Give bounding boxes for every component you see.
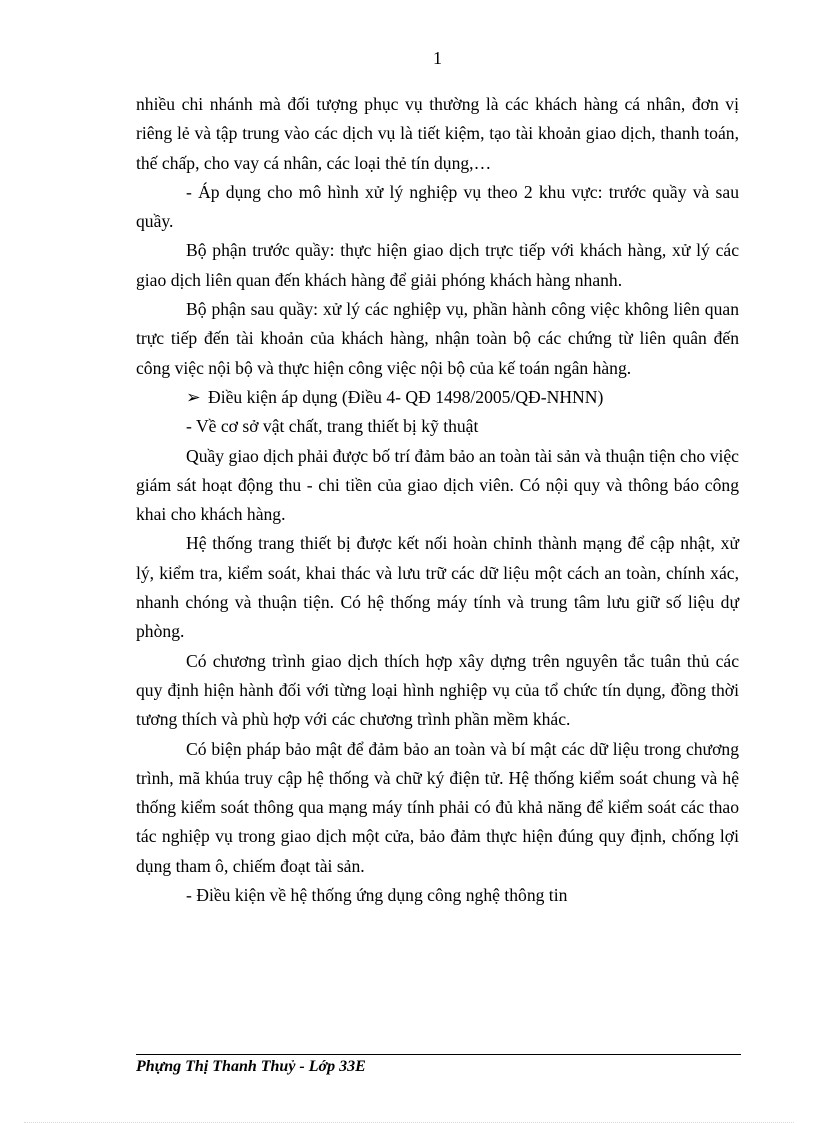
- paragraph-facilities-heading: - Về cơ sở vật chất, trang thiết bị kỹ thuật: [186, 416, 479, 437]
- paragraph-front-office: Bộ phận trước quầy: thực hiện giao dịch trực tiếp với khách hàng, xử lý các giao dịch liên quan đến khách hàng để giải phóng khách hàng nhanh.: [136, 240, 739, 290]
- arrow-bullet-icon: ➢: [186, 386, 201, 407]
- paragraph-back-office: Bộ phận sau quầy: xử lý các nghiệp vụ, phần hành công việc không liên quan trực tiếp đến tài khoản của khách hàng, nhận toàn bộ các chứng từ liên quân đến công việc nội bộ và thực hiện công việc nội bộ của kế toán ngân hàng.: [136, 299, 739, 378]
- page-number: 1: [433, 48, 442, 68]
- bullet-conditions: [136, 383, 739, 412]
- paragraph-continuation: nhiều chi nhánh mà đối tượng phục vụ thường là các khách hàng cá nhân, đơn vị riêng lẻ và tập trung vào các dịch vụ là tiết kiệm, tạo tài khoản giao dịch, thanh toán, thế chấp, cho vay cá nhân, các loại thẻ tín dụng,…: [136, 94, 739, 173]
- paragraph-counter: Quầy giao dịch phải được bố trí đảm bảo an toàn tài sản và thuận tiện cho việc giám sát hoạt động thu - chi tiền của giao dịch viên. Có nội quy và thông báo công khai cho khách hàng.: [136, 445, 739, 525]
- paragraph-program: Có chương trình giao dịch thích hợp xây dựng trên nguyên tắc tuân thủ các quy định hiện hành đối với từng loại hình nghiệp vụ của tổ chức tín dụng, đồng thời tương thích và phù hợp với các chương trình phần mềm khác.: [136, 650, 739, 730]
- footer-author: Phựng Thị Thanh Thuỷ - Lớp 33E: [136, 1058, 366, 1075]
- paragraph-it-heading: - Điều kiện về hệ thống ứng dụng công nghệ thông tin: [186, 885, 568, 906]
- bullet-conditions-text: Điều kiện áp dụng (Điều 4- QĐ 1498/2005/QĐ-NHNN): [208, 386, 604, 407]
- footer-divider: [136, 1054, 741, 1055]
- document-body: [136, 90, 739, 910]
- paragraph-apply-model: - Áp dụng cho mô hình xử lý nghiệp vụ theo 2 khu vực: trước quầy và sau quầy.: [136, 181, 739, 232]
- paragraph-equipment: Hệ thống trang thiết bị được kết nối hoàn chỉnh thành mạng để cập nhật, xử lý, kiểm tra, kiểm soát, khai thác và lưu trữ các dữ liệu một cách an toàn, chính xác, nhanh chóng và thuận tiện. Có hệ thống máy tính và trung tâm lưu giữ số liệu dự phòng.: [136, 533, 739, 642]
- paragraph-security: Có biện pháp bảo mật để đảm bảo an toàn và bí mật các dữ liệu trong chương trình, mã khúa truy cập hệ thống và chữ ký điện tử. Hệ thống kiểm soát chung và hệ thống kiểm soát thông qua mạng máy tính phải có đủ khả năng để kiểm soát các thao tác nghiệp vụ trong giao dịch một cửa, bảo đảm thực hiện đúng quy định, chống lợi dụng tham ô, chiếm đoạt tài sản.: [136, 738, 739, 876]
